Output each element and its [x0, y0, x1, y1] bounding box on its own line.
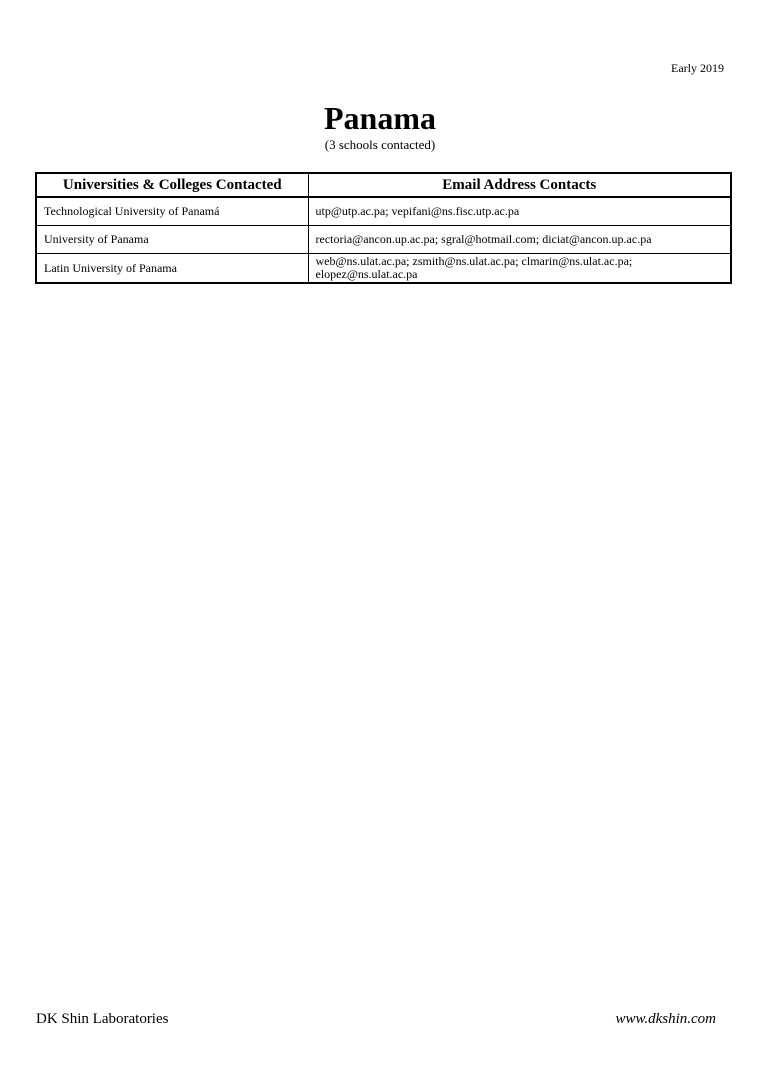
- table-row: [36, 254, 731, 284]
- school-name-cell: Technological University of Panamá: [36, 197, 308, 226]
- table-header-row: [36, 173, 731, 197]
- document-date: Early 2019: [671, 61, 724, 75]
- email-contacts-cell: web@ns.ulat.ac.pa; zsmith@ns.ulat.ac.pa; clmarin@ns.ulat.ac.pa; elopez@ns.ulat.ac.pa: [308, 254, 731, 284]
- column-header-schools: Universities & Colleges Contacted: [36, 173, 308, 197]
- table-row: [36, 226, 731, 254]
- page-subtitle: (3 schools contacted): [324, 137, 436, 152]
- email-contacts-cell: rectoria@ancon.up.ac.pa; sgral@hotmail.com; diciat@ancon.up.ac.pa: [308, 226, 731, 254]
- table-row: [36, 197, 731, 226]
- contacts-table: [35, 172, 732, 284]
- school-name-cell: Latin University of Panama: [36, 254, 308, 284]
- footer-website-link[interactable]: www.dkshin.com: [615, 1011, 716, 1027]
- school-name-cell: University of Panama: [36, 226, 308, 254]
- email-contacts-cell: utp@utp.ac.pa; vepifani@ns.fisc.utp.ac.pa: [308, 197, 731, 226]
- page-title: Panama: [324, 100, 436, 136]
- footer-organization: DK Shin Laboratories: [36, 1011, 169, 1027]
- column-header-emails: Email Address Contacts: [308, 173, 731, 197]
